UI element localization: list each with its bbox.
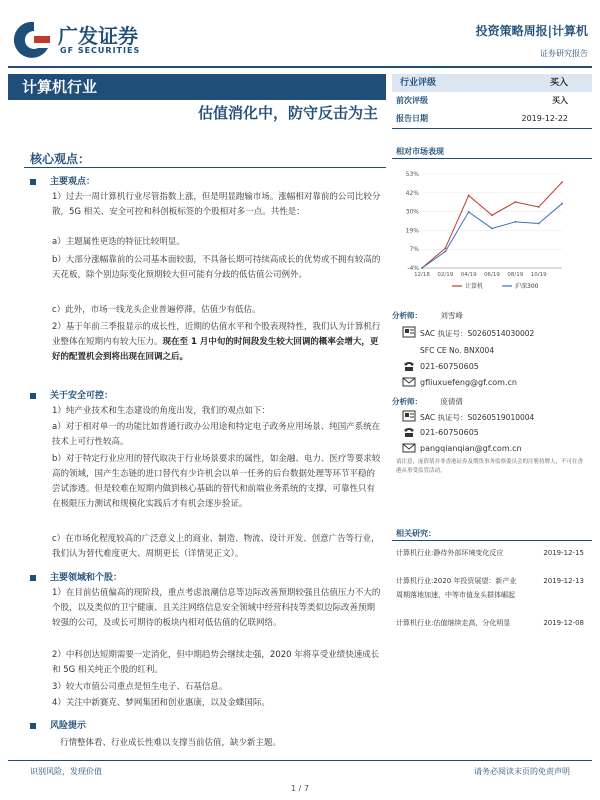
analyst-block xyxy=(392,310,592,387)
analyst-sac: SAC 执证号：S0260519010004 xyxy=(420,413,535,422)
rating-table xyxy=(392,74,592,129)
y-tick-label: 42% xyxy=(405,189,419,197)
rating-row xyxy=(392,110,592,129)
data-point xyxy=(421,267,423,269)
phone-icon xyxy=(402,360,416,372)
data-point xyxy=(444,251,446,253)
report-subtitle: 证券研究报告 xyxy=(540,49,588,58)
legend-label: 计算机 xyxy=(465,283,484,290)
data-point xyxy=(468,195,470,197)
x-tick-label: 06/19 xyxy=(484,272,500,278)
section-head: 主要观点： xyxy=(30,174,95,187)
section-head: 主要领域和个股： xyxy=(30,570,122,583)
analyst-phone: 021-60750605 xyxy=(420,428,479,437)
gf-logo xyxy=(8,18,168,62)
mail-icon xyxy=(402,376,416,388)
paragraph: c）在市场化程度较高的广泛意义上的商业、制造、物流、设计开发、创意广告等行业，我们认为替代难度更大、周期更长（详情见正文）。 xyxy=(52,534,380,559)
x-tick-label: 10/19 xyxy=(530,272,547,278)
x-tick-label: 08/19 xyxy=(507,272,524,278)
analyst-sac: SAC 执证号：S0260514030002 xyxy=(420,329,535,338)
analyst-label: 分析师： xyxy=(392,311,422,320)
gf-logo-icon xyxy=(8,18,56,58)
analyst-email[interactable]: pangqianqian@gf.com.cn xyxy=(420,444,522,453)
report-headline: 估值消化中，防守反击为主 xyxy=(197,104,378,122)
id-card-icon xyxy=(402,410,416,422)
paragraph: 3）较大市值公司重点是恒生电子、石基信息。 xyxy=(52,682,228,692)
paragraph: a）对于相对单一的功能比如普通行政办公用途和特定电子政务应用场景、纯国产系统在技术上可行性较高。 xyxy=(52,422,381,447)
relative-performance-chart xyxy=(392,164,592,292)
paragraph: c）此外，市场一线龙头企业普遍停滞，估值少有低估。 xyxy=(52,305,261,315)
analyst-sfc: SFC CE No. BNX004 xyxy=(420,346,495,355)
series-line-1 xyxy=(422,204,562,268)
page-number: 1 / 7 xyxy=(291,784,309,793)
y-tick-label: 7% xyxy=(409,246,419,254)
square-bullet-icon xyxy=(30,575,36,581)
core-rule xyxy=(24,167,386,168)
paragraph: b）对于特定行业应用的替代取决于行业场景要求的属性，如金融、电力、医疗等要求较高的领域，国产生态链的进口替代有少许机会以单一任务的后台数据处理等环节平稳的尝试渗透。但是较难在短期内做到核心基础的替代和前端业务系统的支撑，可靠性只有在极限压力测试和规模化实践后才有机会逐步验证。 xyxy=(52,454,381,509)
data-point xyxy=(491,228,493,230)
data-point xyxy=(444,247,446,249)
mail-icon xyxy=(402,442,416,454)
legend-label: 沪深300 xyxy=(515,283,539,290)
square-bullet-icon xyxy=(30,393,36,399)
paragraph: 1）纯产业技术和生态建设的角度出发，我们的观点如下： xyxy=(52,406,270,416)
highlight-text: 现在至 1 月中旬的时间段发生较大回调的概率会增大，更好的配置机会到将出现在回调之后。 xyxy=(52,337,379,362)
rating-row xyxy=(392,92,592,110)
square-bullet-icon xyxy=(30,723,36,729)
data-point xyxy=(491,214,493,216)
y-tick-label: 30% xyxy=(405,208,419,216)
analyst-email[interactable]: gfliuxuefeng@gf.com.cn xyxy=(420,378,517,387)
paragraph: b）大部分涨幅靠前的公司基本面较弱，不具备长期可持续高成长的优势或不拥有较高的天花板，除个别边际变化预期较大但可能有分歧的低估值公司例外。 xyxy=(52,255,381,280)
section-head: 风险提示 xyxy=(30,718,86,731)
related-rule xyxy=(392,540,592,541)
related-title: 相关研究： xyxy=(396,529,436,538)
analyst-name: 庞倩倩 xyxy=(440,397,463,406)
y-tick-label: -4% xyxy=(407,265,419,272)
phone-icon xyxy=(402,426,416,438)
prev-rating-value: 买入 xyxy=(552,96,568,105)
related-item-date: 2019-12-13 xyxy=(543,577,584,585)
id-card-icon xyxy=(402,326,416,338)
brand-en: GF SECURITIES xyxy=(60,46,141,55)
paragraph: 1）过去一周计算机行业尽管指数上涨，但是明显跑输市场。涨幅相对靠前的公司比较分散，5G 相关、安全可控和科创板标签的个股相对多一点。共性是： xyxy=(52,192,381,217)
y-tick-label: 53% xyxy=(405,171,419,178)
related-item-date: 2019-12-08 xyxy=(543,619,584,627)
analyst-name: 刘雪峰 xyxy=(440,311,463,320)
square-bullet-icon xyxy=(30,179,36,185)
data-point xyxy=(514,201,516,203)
report-type: 投资策略周报|计算机 xyxy=(475,24,588,38)
series-line-0 xyxy=(422,182,562,268)
footer-slogan: 识别风险，发现价值 xyxy=(30,767,102,776)
paragraph: 行情整体看、行业成长性难以支撑当前估值，缺少新主题。 xyxy=(60,738,282,748)
report-date-label: 报告日期 xyxy=(396,114,428,123)
footer-rule xyxy=(8,760,592,761)
section-head: 关于安全可控： xyxy=(30,388,113,401)
related-item[interactable] xyxy=(396,574,590,602)
paragraph: 1）在目前估值偏高的现阶段，重点考虑浪潮信息等边际改善预期较强且估值压力不大的个股，以及类似的卫宁健康、且关注网络信息安全领域中经营科技等类似边际改善预期较强的公司，及或长可期待的板块内相对低估值的亿联网络。 xyxy=(52,588,381,628)
related-item-title[interactable]: 计算机行业:2020 年投资展望：新产业周期落地加速，中等市值龙头群体崛起 xyxy=(396,577,517,599)
prev-rating-label: 前次评级 xyxy=(396,96,428,105)
paragraph: 4）关注中新赛克、梦网集团和创业惠康，以及金蝶国际。 xyxy=(52,698,270,708)
x-tick-label: 12/18 xyxy=(414,272,430,278)
analyst-block xyxy=(392,396,592,453)
core-title: 核心观点： xyxy=(30,152,91,166)
y-tick-label: 19% xyxy=(405,227,419,235)
analyst-label: 分析师： xyxy=(392,397,422,406)
rating-label: 行业评级 xyxy=(400,78,437,88)
chart-rule xyxy=(392,158,592,159)
footer-disclaimer: 请务必阅读末页的免责声明 xyxy=(474,767,570,776)
paragraph: a）主题属性更迭的特征比较明显。 xyxy=(52,237,185,247)
data-point xyxy=(561,203,563,205)
data-point xyxy=(561,181,563,183)
related-item[interactable] xyxy=(396,546,590,560)
license-note: 请注意，庞倩倩并非香港证券及期货事务监察委员会的注册持牌人，不可在香港从事受监管活动。 xyxy=(396,459,584,474)
industry-title: 计算机行业 xyxy=(8,74,386,100)
header-rule xyxy=(8,66,592,68)
related-item-title[interactable]: 计算机行业:静待外部环境变化反应 xyxy=(396,549,504,557)
rating-row xyxy=(392,74,592,92)
paragraph: 2）基于年前三季报显示的成长性，近期的估值水平和个股表现特性，我们认为计算机行业整体在短期内有较大压力。现在至 1 月中旬的时间段发生较大回调的概率会增大，更好的配置机会到将出现在回调之后。 xyxy=(52,322,381,362)
data-point xyxy=(538,223,540,225)
related-item-date: 2019-12-15 xyxy=(543,549,584,557)
chart-title: 相对市场表现 xyxy=(396,147,444,156)
report-date-value: 2019-12-22 xyxy=(521,114,568,123)
brand-cn: 广发证券 xyxy=(58,24,138,48)
x-tick-label: 02/19 xyxy=(437,272,454,278)
paragraph: 2）中科创达短期需要一定消化，但中期趋势会继续走强，2020 年将享受业绩快速成长和 5G 相关纯正个股的红利。 xyxy=(52,650,380,675)
data-point xyxy=(468,211,470,213)
related-item-title[interactable]: 计算机行业:估值继续走高，分化明显 xyxy=(396,619,511,627)
data-point xyxy=(538,206,540,208)
analyst-phone: 021-60750605 xyxy=(420,362,479,371)
related-item[interactable] xyxy=(396,616,590,630)
data-point xyxy=(514,221,516,223)
x-tick-label: 04/19 xyxy=(460,272,477,278)
rating-value: 买入 xyxy=(549,78,568,88)
